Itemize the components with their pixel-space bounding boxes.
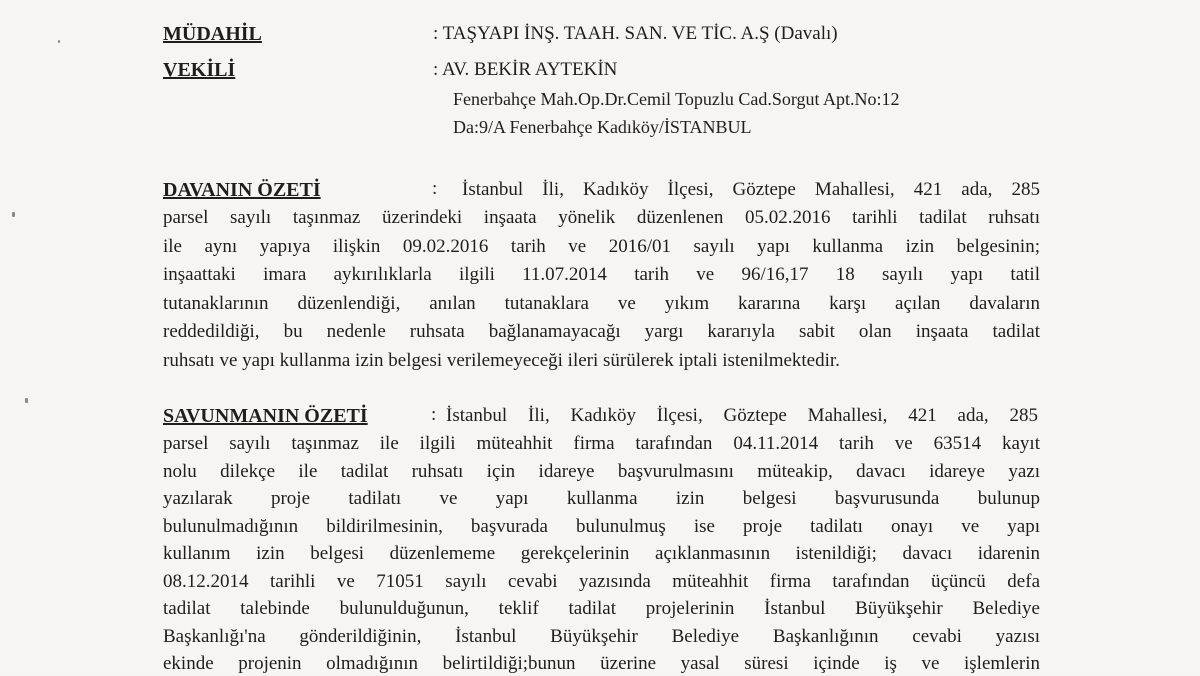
paragraph-line: parsel sayılı taşınmaz üzerindeki inşaata yönelik düzenlenen 05.02.2016 tarihli tadilat ruhsatı <box>163 207 1040 228</box>
paragraph-line: ekinde projenin olmadığının belirtildiği;bunun üzerine yasal süresi içinde iş ve işlemlerin <box>163 653 1040 674</box>
vekili-value: : AV. BEKİR AYTEKİN <box>433 59 618 80</box>
paragraph-line: ile aynı yapıya ilişkin 09.02.2016 tarih ve 2016/01 sayılı yapı kullanma izin belgesinin; <box>163 235 1040 257</box>
paragraph-line: reddedildiği, bu nedenle ruhsata bağlanamayacağı yargı kararıyla sabit olan inşaata tadilat <box>163 321 1040 342</box>
paragraph-line: bulunulmadığının bildirilmesinin, başvurada bulunulmuş ise proje tadilatı onayı ve yapı <box>163 515 1040 537</box>
paragraph-line: ruhsatı ve yapı kullanma izin belgesi verilemeyeceği ileri sürülerek iptali istenilmektedir. <box>163 349 840 371</box>
paragraph-line: yazılarak proje tadilatı ve yapı kullanma izin belgesi başvurusunda bulunup <box>163 488 1040 509</box>
paragraph-line: Başkanlığı'na gönderildiğinin, İstanbul Büyükşehir Belediye Başkanlığının cevabi yazısı <box>163 625 1040 647</box>
paragraph-line: tutanaklarının düzenlendiği, anılan tutanaklara ve yıkım kararına karşı açılan davaların <box>163 292 1040 314</box>
address-line-1: Fenerbahçe Mah.Op.Dr.Cemil Topuzlu Cad.Sorgut Apt.No:12 <box>453 89 900 109</box>
mudahil-value: : TAŞYAPI İNŞ. TAAH. SAN. VE TİC. A.Ş (Davalı) <box>433 23 838 44</box>
mudahil-label: MÜDAHİL <box>163 23 262 45</box>
scan-speck <box>58 40 60 43</box>
paragraph-line: parsel sayılı taşınmaz ile ilgili müteahhit firma tarafından 04.11.2014 tarih ve 63514 kayıt <box>163 433 1040 454</box>
scan-speck <box>25 398 28 403</box>
vekili-label: VEKİLİ <box>163 59 236 81</box>
paragraph-line: inşaattaki imara aykırılıklarla ilgili 11.07.2014 tarih ve 96/16,17 18 sayılı yapı tatil <box>163 264 1040 285</box>
paragraph-line: tadilat talebinde bulunulduğunun, teklif tadilat projelerinin İstanbul Büyükşehir Belediye <box>163 598 1040 619</box>
address-line-2: Da:9/A Fenerbahçe Kadıköy/İSTANBUL <box>453 117 752 137</box>
savunmanin-ozeti-first-line: İstanbul İli, Kadıköy İlçesi, Göztepe Mahallesi, 421 ada, 285 <box>446 405 1038 426</box>
paragraph-line: 08.12.2014 tarihli ve 71051 sayılı cevabi yazısında müteahhit firma tarafından üçüncü defa <box>163 570 1040 592</box>
davanin-ozeti-colon: : <box>432 178 438 199</box>
paragraph-line: kullanım izin belgesi düzenlememe gerekçelerinin açıklanmasının istenildiği; davacı idarenin <box>163 543 1040 564</box>
davanin-ozeti-first-line: İstanbul İli, Kadıköy İlçesi, Göztepe Mahallesi, 421 ada, 285 <box>462 179 1040 200</box>
davanin-ozeti-heading: DAVANIN ÖZETİ <box>163 179 321 201</box>
savunmanin-ozeti-heading: SAVUNMANIN ÖZETİ <box>163 405 368 427</box>
paragraph-line: nolu dilekçe ile tadilat ruhsatı için idareye başvurulmasını müteakip, davacı idareye yazı <box>163 460 1040 482</box>
savunmanin-ozeti-colon: : <box>431 404 437 425</box>
scan-speck <box>12 212 15 217</box>
